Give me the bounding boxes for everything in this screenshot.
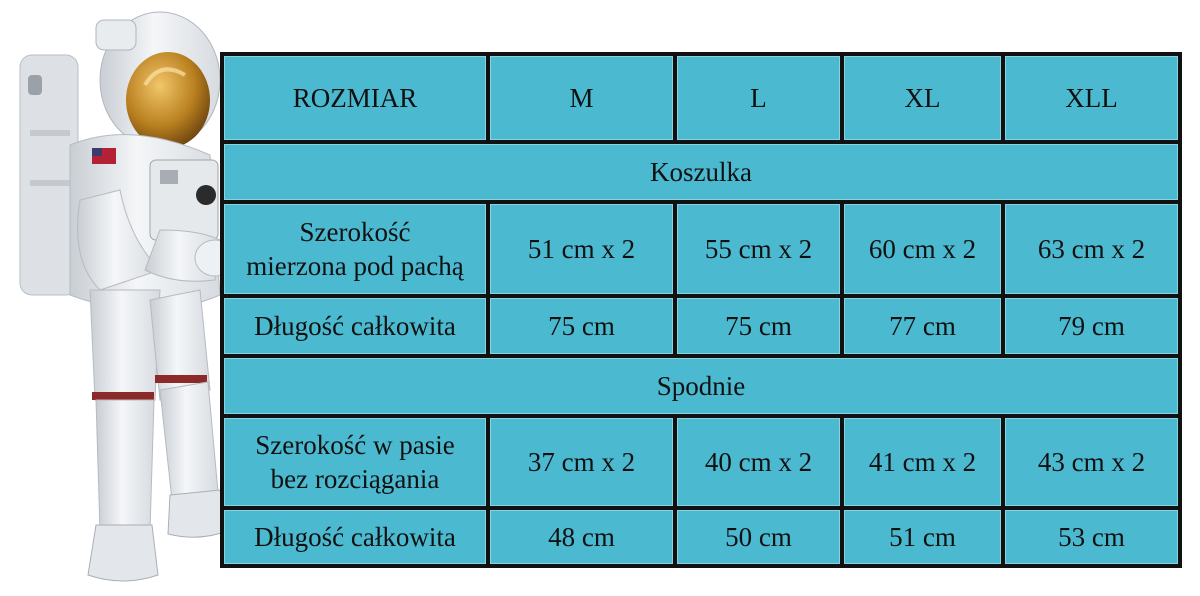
section-row-shirt — [222, 142, 1180, 202]
section-title-pants: Spodnie — [222, 356, 1180, 416]
table-cell: 77 cm — [842, 296, 1003, 356]
row-label-line: mierzona pod pachą — [246, 251, 464, 281]
table-cell: 43 cm x 2 — [1003, 416, 1180, 508]
section-row-pants — [222, 356, 1180, 416]
table-cell: 75 cm — [488, 296, 675, 356]
header-size-l: L — [675, 54, 842, 142]
header-size-m: M — [488, 54, 675, 142]
astronaut-illustration — [0, 0, 240, 596]
row-label-line: Szerokość w pasie — [255, 430, 455, 460]
table-row — [222, 508, 1180, 566]
table-cell: 53 cm — [1003, 508, 1180, 566]
header-size-xl: XL — [842, 54, 1003, 142]
size-chart-table — [220, 52, 1182, 568]
table-cell: 41 cm x 2 — [842, 416, 1003, 508]
row-label — [222, 416, 488, 508]
row-label: Długość całkowita — [222, 508, 488, 566]
row-label — [222, 202, 488, 296]
header-size-xll: XLL — [1003, 54, 1180, 142]
row-label-line: Szerokość — [299, 217, 411, 247]
table-cell: 60 cm x 2 — [842, 202, 1003, 296]
row-label: Długość całkowita — [222, 296, 488, 356]
table-row — [222, 416, 1180, 508]
table-cell: 51 cm x 2 — [488, 202, 675, 296]
table-row — [222, 202, 1180, 296]
table-cell: 37 cm x 2 — [488, 416, 675, 508]
table-cell: 48 cm — [488, 508, 675, 566]
table-cell: 51 cm — [842, 508, 1003, 566]
table-cell: 55 cm x 2 — [675, 202, 842, 296]
table-cell: 79 cm — [1003, 296, 1180, 356]
row-label-line: bez rozciągania — [270, 464, 440, 494]
section-title-shirt: Koszulka — [222, 142, 1180, 202]
table-cell: 63 cm x 2 — [1003, 202, 1180, 296]
header-size-label: ROZMIAR — [222, 54, 488, 142]
table-cell: 40 cm x 2 — [675, 416, 842, 508]
header-row — [222, 54, 1180, 142]
table-row — [222, 296, 1180, 356]
table-cell: 75 cm — [675, 296, 842, 356]
table-cell: 50 cm — [675, 508, 842, 566]
